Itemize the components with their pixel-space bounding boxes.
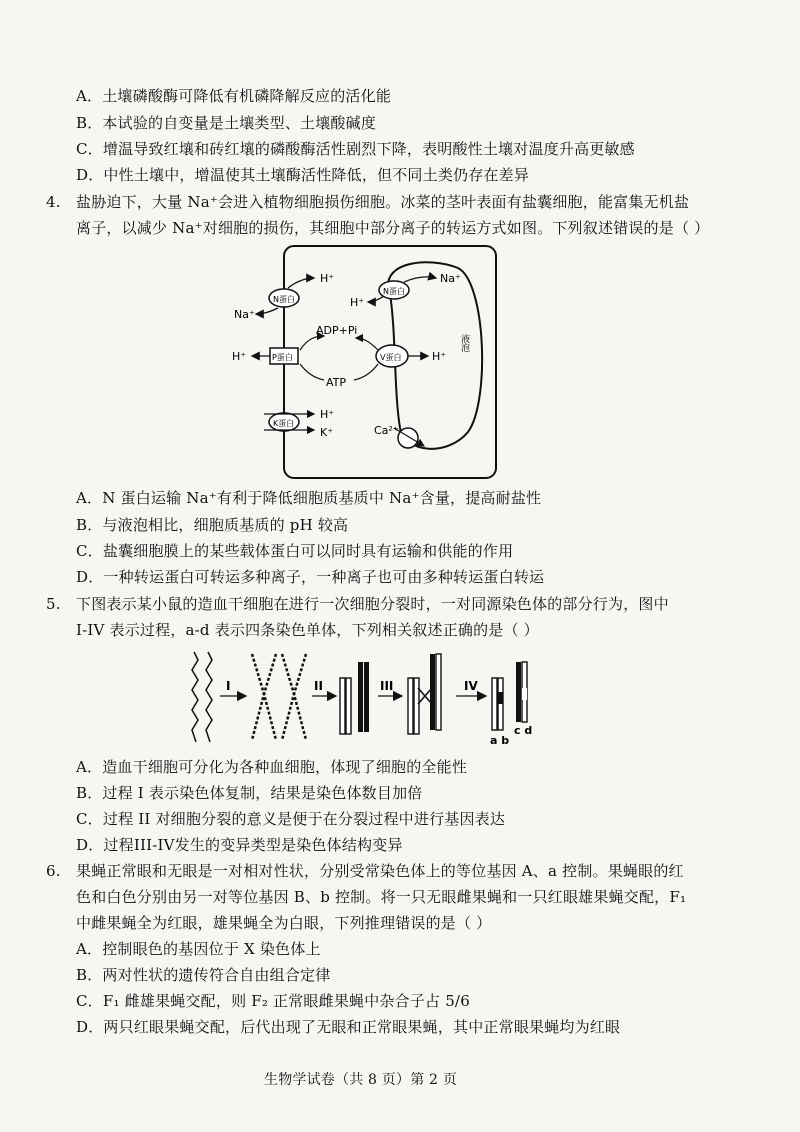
k-ion: K⁺ [320, 426, 334, 439]
h-ion-k: H⁺ [320, 408, 335, 421]
vacuole-label: 液泡 [459, 334, 469, 352]
v-protein-label: V蛋白 [380, 353, 402, 362]
stage-i-label: I [226, 679, 231, 693]
q3-option-d: D．中性土壤中，增温使其土壤酶活性降低，但不同土类仍存在差异 [76, 166, 530, 184]
q4-option-c: C．盐囊细胞膜上的某些载体蛋白可以同时具有运输和供能的作用 [76, 542, 514, 560]
ion-transport-diagram [228, 242, 500, 482]
h-ion-left: H⁺ [232, 350, 247, 363]
q4-stem-line-1: 盐胁迫下，大量 Na⁺会进入植物细胞损伤细胞。冰菜的茎叶表面有盐囊细胞，能富集无机盐 [76, 193, 690, 211]
q6-option-d: D．两只红眼果蝇交配，后代出现了无眼和正常眼果蝇，其中正常眼果蝇均为红眼 [76, 1018, 621, 1036]
chromosome-process-diagram [186, 648, 556, 748]
chromatid-cd-label: c d [514, 724, 533, 737]
chromatid-ab-label: a b [490, 734, 510, 747]
vacuole-n-protein-label: N蛋白 [383, 287, 405, 296]
q6-stem-line-2: 色和白色分别由另一对等位基因 B、b 控制。将一只无眼雌果蝇和一只红眼雄果蝇交配，F₁ [76, 888, 687, 906]
adp-label: ADP+Pi [316, 324, 358, 337]
h-ion-vacuole: H⁺ [350, 296, 365, 309]
q3-option-c: C．增温导致红壤和砖红壤的磷酸酶活性剧烈下降，表明酸性土壤对温度升高更敏感 [76, 140, 635, 158]
q6-stem-line-1: 果蝇正常眼和无眼是一对相对性状，分别受常染色体上的等位基因 A、a 控制。果蝇眼的红 [76, 862, 684, 880]
n-protein-label: N蛋白 [273, 295, 295, 304]
stage-iv-label: IV [464, 679, 478, 693]
h-ion-1: H⁺ [320, 272, 335, 285]
q4-stem-line-2: 离子，以减少 Na⁺对细胞的损伤，其细胞中部分离子的转运方式如图。下列叙述错误的是（ ） [76, 219, 710, 237]
stage-ii-label: II [314, 679, 323, 693]
p-protein-label: P蛋白 [272, 353, 293, 362]
ca-ion: Ca²⁺ [374, 424, 399, 437]
q5-option-a: A．造血干细胞可分化为各种血细胞，体现了细胞的全能性 [76, 758, 468, 776]
q5-stem-line-1: 下图表示某小鼠的造血干细胞在进行一次细胞分裂时，一对同源染色体的部分行为，图中 [76, 595, 669, 613]
q6-number: 6. [46, 862, 61, 880]
q4-option-d: D．一种转运蛋白可转运多种离子，一种离子也可由多种转运蛋白转运 [76, 568, 545, 586]
page-footer: 生物学试卷（共 8 页）第 2 页 [264, 1072, 458, 1088]
q5-option-b: B．过程 I 表示染色体复制，结果是染色体数目加倍 [76, 784, 423, 802]
q4-option-b: B．与液泡相比，细胞质基质的 pH 较高 [76, 516, 349, 534]
q4-option-a: A．N 蛋白运输 Na⁺有利于降低细胞质基质中 Na⁺含量，提高耐盐性 [76, 489, 542, 507]
q4-number: 4. [46, 193, 61, 211]
q3-option-b: B．本试验的自变量是土壤类型、土壤酸碱度 [76, 114, 377, 132]
ca-channel-shape [398, 428, 418, 448]
q5-option-d: D．过程III-IV发生的变异类型是染色体结构变异 [76, 836, 403, 854]
q5-stem-line-2: I-IV 表示过程，a-d 表示四条染色单体，下列相关叙述正确的是（ ） [76, 621, 539, 639]
q6-option-c: C．F₁ 雌雄果蝇交配，则 F₂ 正常眼雌果蝇中杂合子占 5/6 [76, 992, 470, 1010]
atp-label: ATP [326, 376, 347, 389]
q6-option-a: A．控制眼色的基因位于 X 染色体上 [76, 940, 321, 958]
q3-option-a: A．土壤磷酸酶可降低有机磷降解反应的活化能 [76, 87, 392, 105]
k-protein-label: K蛋白 [273, 419, 295, 428]
q5-option-c: C．过程 II 对细胞分裂的意义是便于在分裂过程中进行基因表达 [76, 810, 506, 828]
q5-number: 5. [46, 595, 61, 613]
na-ion-vacuole: Na⁺ [440, 272, 461, 285]
na-ion-1: Na⁺ [234, 308, 255, 321]
h-ion-right: H⁺ [432, 350, 447, 363]
q6-stem-line-3: 中雌果蝇全为红眼，雄果蝇全为白眼，下列推理错误的是（ ） [76, 914, 492, 932]
q6-option-b: B．两对性状的遗传符合自由组合定律 [76, 966, 331, 984]
stage-iii-label: III [380, 679, 394, 693]
